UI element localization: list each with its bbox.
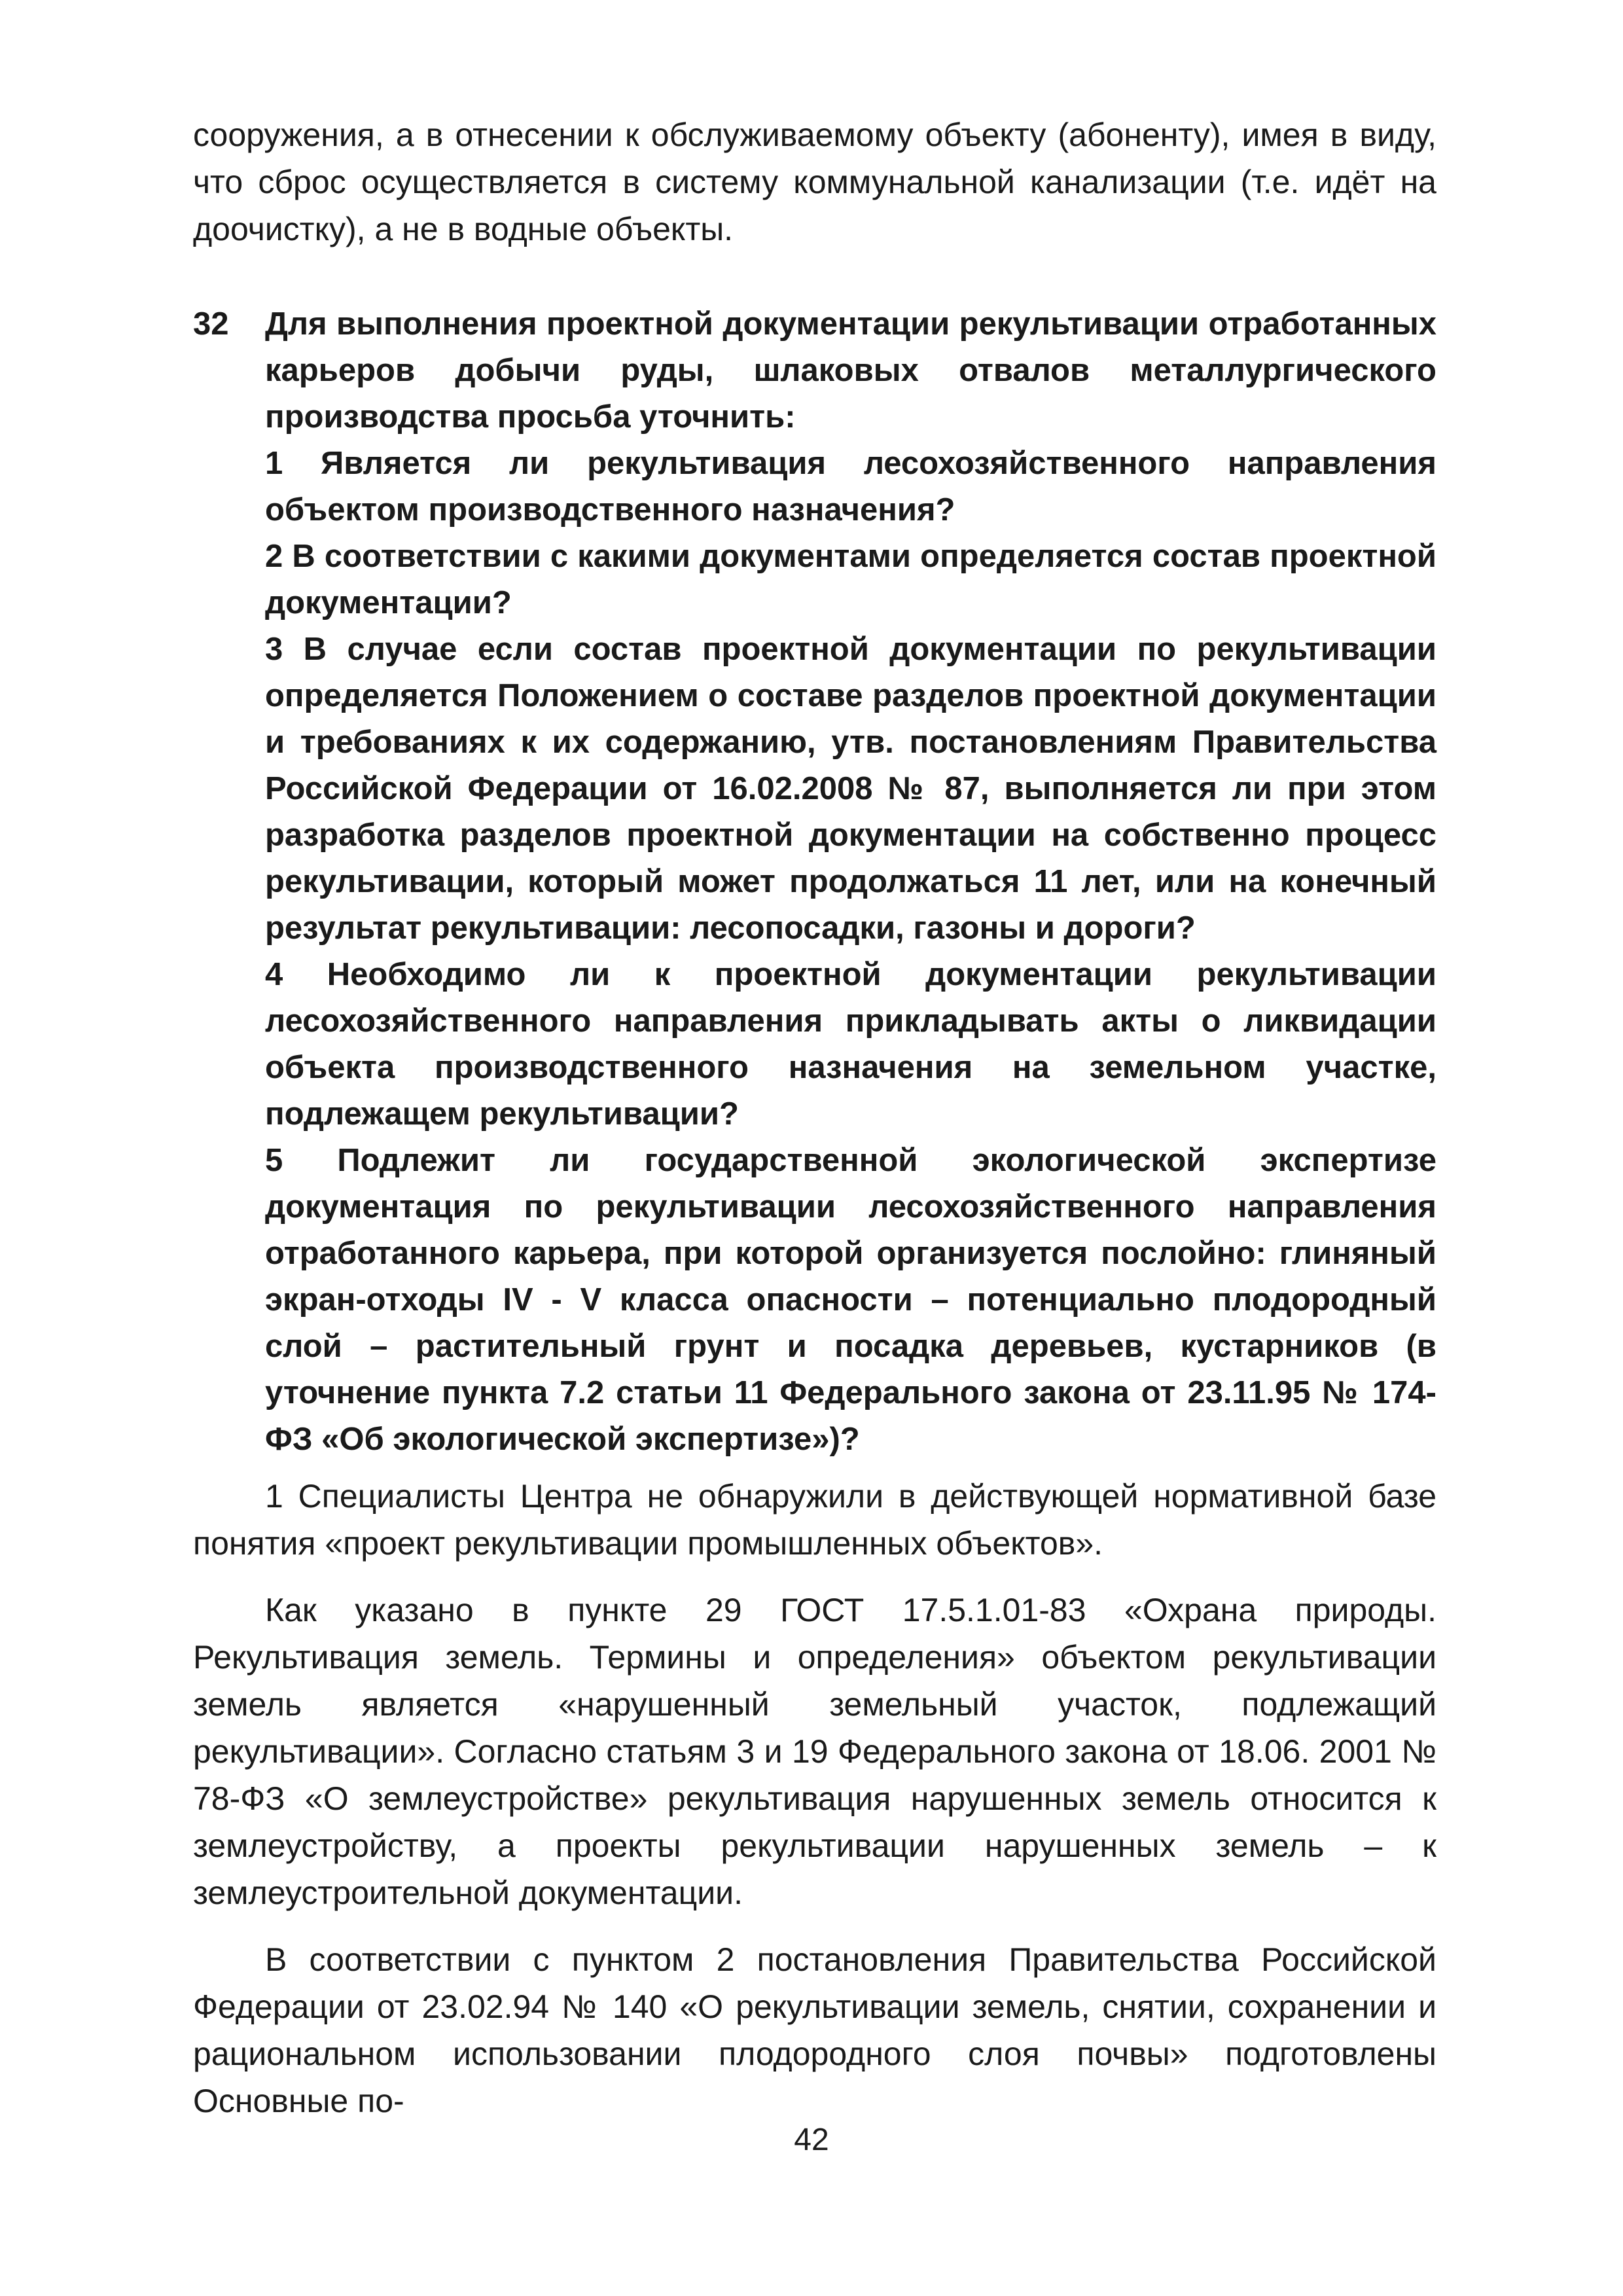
question-item-1: 1 Является ли рекультивация лесохозяйственного направления объектом производственного назначения? — [265, 446, 1436, 528]
answer-paragraph-1: 1 Специалисты Центра не обнаружили в действующей нормативной базе понятия «проект рекультивации промышленных объектов». — [193, 1478, 1436, 1562]
intro-text: сооружения, а в отнесении к обслуживаемому объекту (абоненту), имея в виду, что сброс осуществляется в систему коммунальной канализации (т.е. идёт на доочистку), а не в водные объекты. — [193, 117, 1436, 247]
question-lead: Для выполнения проектной документации рекультивации отработанных карьеров добычи руды, шлаковых отвалов металлургического производства просьба уточнить: — [265, 306, 1436, 435]
page-number: 42 — [794, 2123, 829, 2157]
question-body — [265, 301, 1436, 1463]
answer-paragraph-3: В соответствии с пунктом 2 постановления Правительства Российской Федерации от 23.02.94 № 140 «О рекультивации земель, снятии, сохранении и рациональном использовании плодородного слоя почвы» подготовлены Основные по- — [193, 1941, 1436, 2119]
question-item-3: 3 В случае если состав проектной документации по рекультивации определяется Положением о составе разделов проектной документации и требованиях к их содержанию, утв. постановлениям Правительства Российской Федерации от 16.02.2008 № 87, выполняется ли при этом разработка разделов проектной документации на собственно процесс рекультивации, который может продолжаться 11 лет, или на конечный результат рекультивации: лесопосадки, газоны и дороги? — [265, 632, 1436, 946]
question-item-5: 5 Подлежит ли государственной экологической экспертизе документация по рекультивации лесохозяйственного направления отработанного карьера, при которой организуется послойно: глиняный экран-отходы IV - V класса опасности – потенциально плодородный слой – растительный грунт и посадка деревьев, кустарников (в уточнение пункта 7.2 статьи 11 Федерального закона от 23.11.95 № 174-ФЗ «Об экологической экспертизе»)? — [265, 1143, 1436, 1457]
intro-paragraph — [193, 111, 1436, 253]
question-item-2: 2 В соответствии с какими документами определяется состав проектной документации? — [265, 539, 1436, 620]
question-number: 32 — [193, 306, 229, 342]
question-item-4: 4 Необходимо ли к проектной документации рекультивации лесохозяйственного направления прикладывать акты о ликвидации объекта производственного назначения на земельном участке, подлежащем рекультивации? — [265, 957, 1436, 1132]
answer-block — [193, 1473, 1436, 2125]
answer-paragraph-2: Как указано в пункте 29 ГОСТ 17.5.1.01-83 «Охрана природы. Рекультивация земель. Термины и определения» объектом рекультивации земель является «нарушенный земельный участок, подлежащий рекультивации». Согласно статьям 3 и 19 Федерального закона от 18.06. 2001 № 78-ФЗ «О землеустройстве» рекультивация нарушенных земель относится к землеустройству, а проекты рекультивации нарушенных земель – к землеустроительной документации. — [193, 1592, 1436, 1911]
